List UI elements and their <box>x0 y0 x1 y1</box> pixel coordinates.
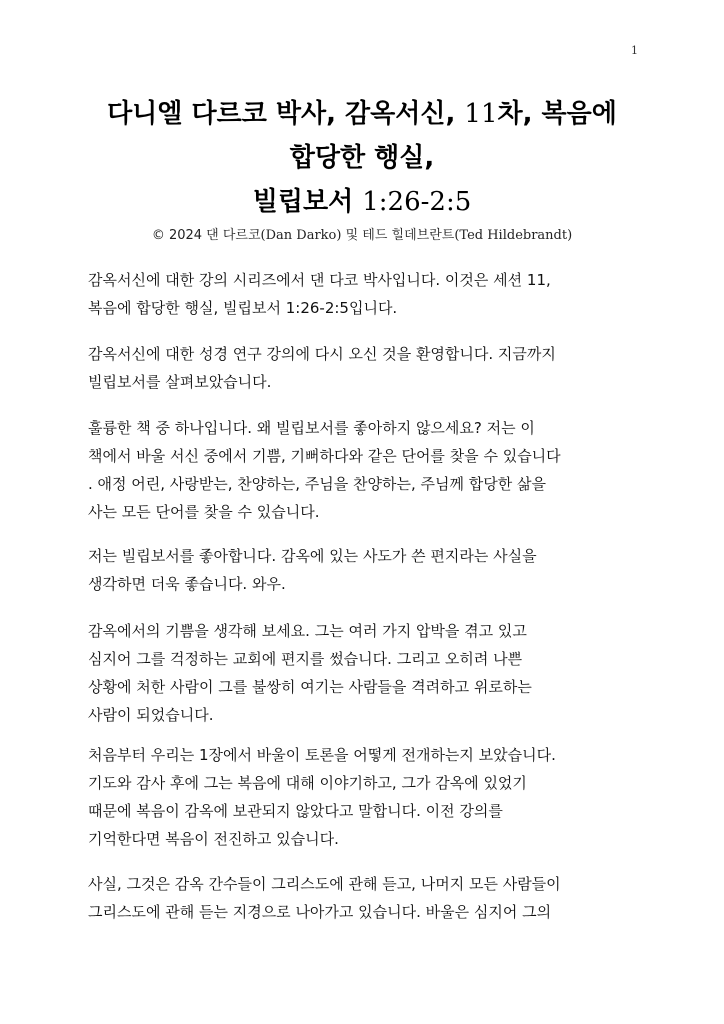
title-line-2: 합당한 행실, <box>289 143 435 173</box>
paragraph-great-book <box>88 414 648 526</box>
paragraph-line: 상황에 처한 사람이 그를 불쌍히 여기는 사람들을 격려하고 위로하는 <box>88 678 532 696</box>
paragraph-line: 저는 빌립보서를 좋아합니다. 감옥에 있는 사도가 쓴 편지라는 사실을 <box>88 547 537 565</box>
title-line-3 <box>60 180 664 224</box>
paragraph-line: 감옥에서의 기쁨을 생각해 보세요. 그는 여러 가지 압박을 겪고 있고 <box>88 622 527 640</box>
paragraph-like-philippians <box>88 542 648 598</box>
paragraph-line: 감옥서신에 대한 강의 시리즈에서 댄 다코 박사입니다. 이것은 세션 11, <box>88 271 551 289</box>
title-line-1 <box>60 92 664 136</box>
title-line-1-text-a: 다니엘 다르코 박사, 감옥서신, <box>107 99 465 129</box>
title-scripture-reference: 1:26-2:5 <box>362 187 472 217</box>
copyright-part-d: (Ted Hildebrandt) <box>454 228 573 243</box>
copyright-line <box>40 224 684 243</box>
paragraph-line: . 애정 어린, 사랑받는, 찬양하는, 주님을 찬양하는, 주님께 합당한 삶을 <box>88 475 546 493</box>
paragraph-line: 빌립보서를 살펴보았습니다. <box>88 373 272 391</box>
paragraph-line: 사실, 그것은 감옥 간수들이 그리스도에 관해 듣고, 나머지 모든 사람들이 <box>88 875 561 893</box>
paragraph-line: 사는 모든 단어를 찾을 수 있습니다. <box>88 503 320 521</box>
paragraph-line: 처음부터 우리는 1장에서 바울이 토론을 어떻게 전개하는지 보았습니다. <box>88 746 556 764</box>
paragraph-line: 책에서 바울 서신 중에서 기쁨, 기뻐하다와 같은 단어를 찾을 수 있습니다 <box>88 447 561 465</box>
copyright-part-c: 및 테드 힐데브란트 <box>341 228 455 243</box>
page-number: 1 <box>631 44 638 57</box>
paragraph-line: 복음에 합당한 행실, 빌립보서 1:26-2:5입니다. <box>88 299 398 317</box>
paragraph-line: 사람이 되었습니다. <box>88 706 214 724</box>
paragraph-welcome <box>88 340 648 396</box>
paragraph-line: 생각하면 더욱 좋습니다. 와우. <box>88 575 286 593</box>
copyright-part-b: (Dan Darko) <box>260 228 342 243</box>
copyright-part-a: © 2024 댄 다르코 <box>151 228 261 243</box>
paragraph-prison-guards <box>88 870 648 926</box>
paragraph-line: 기도와 감사 후에 그는 복음에 대해 이야기하고, 그가 감옥에 있었기 <box>88 774 527 792</box>
paragraph-line: 심지어 그를 걱정하는 교회에 편지를 썼습니다. 그리고 오히려 나쁜 <box>88 650 523 668</box>
paragraph-line: 기억한다면 복음이 전진하고 있습니다. <box>88 830 339 848</box>
title-line-3-text: 빌립보서 <box>252 187 363 217</box>
paragraph-line: 감옥서신에 대한 성경 연구 강의에 다시 오신 것을 환영합니다. 지금까지 <box>88 345 556 363</box>
title-line-1-text-b: 차, 복음에 <box>497 99 617 129</box>
document-title <box>60 92 664 224</box>
paragraph-chapter-one <box>88 741 648 853</box>
paragraph-intro <box>88 266 648 322</box>
paragraph-joy-in-prison <box>88 617 648 729</box>
paragraph-line: 그리스도에 관해 듣는 지경으로 나아가고 있습니다. 바울은 심지어 그의 <box>88 903 552 921</box>
paragraph-line: 때문에 복음이 감옥에 보관되지 않았다고 말합니다. 이전 강의를 <box>88 802 503 820</box>
title-session-number: 11 <box>464 99 498 129</box>
paragraph-line: 훌륭한 책 중 하나입니다. 왜 빌립보서를 좋아하지 않으세요? 저는 이 <box>88 419 535 437</box>
